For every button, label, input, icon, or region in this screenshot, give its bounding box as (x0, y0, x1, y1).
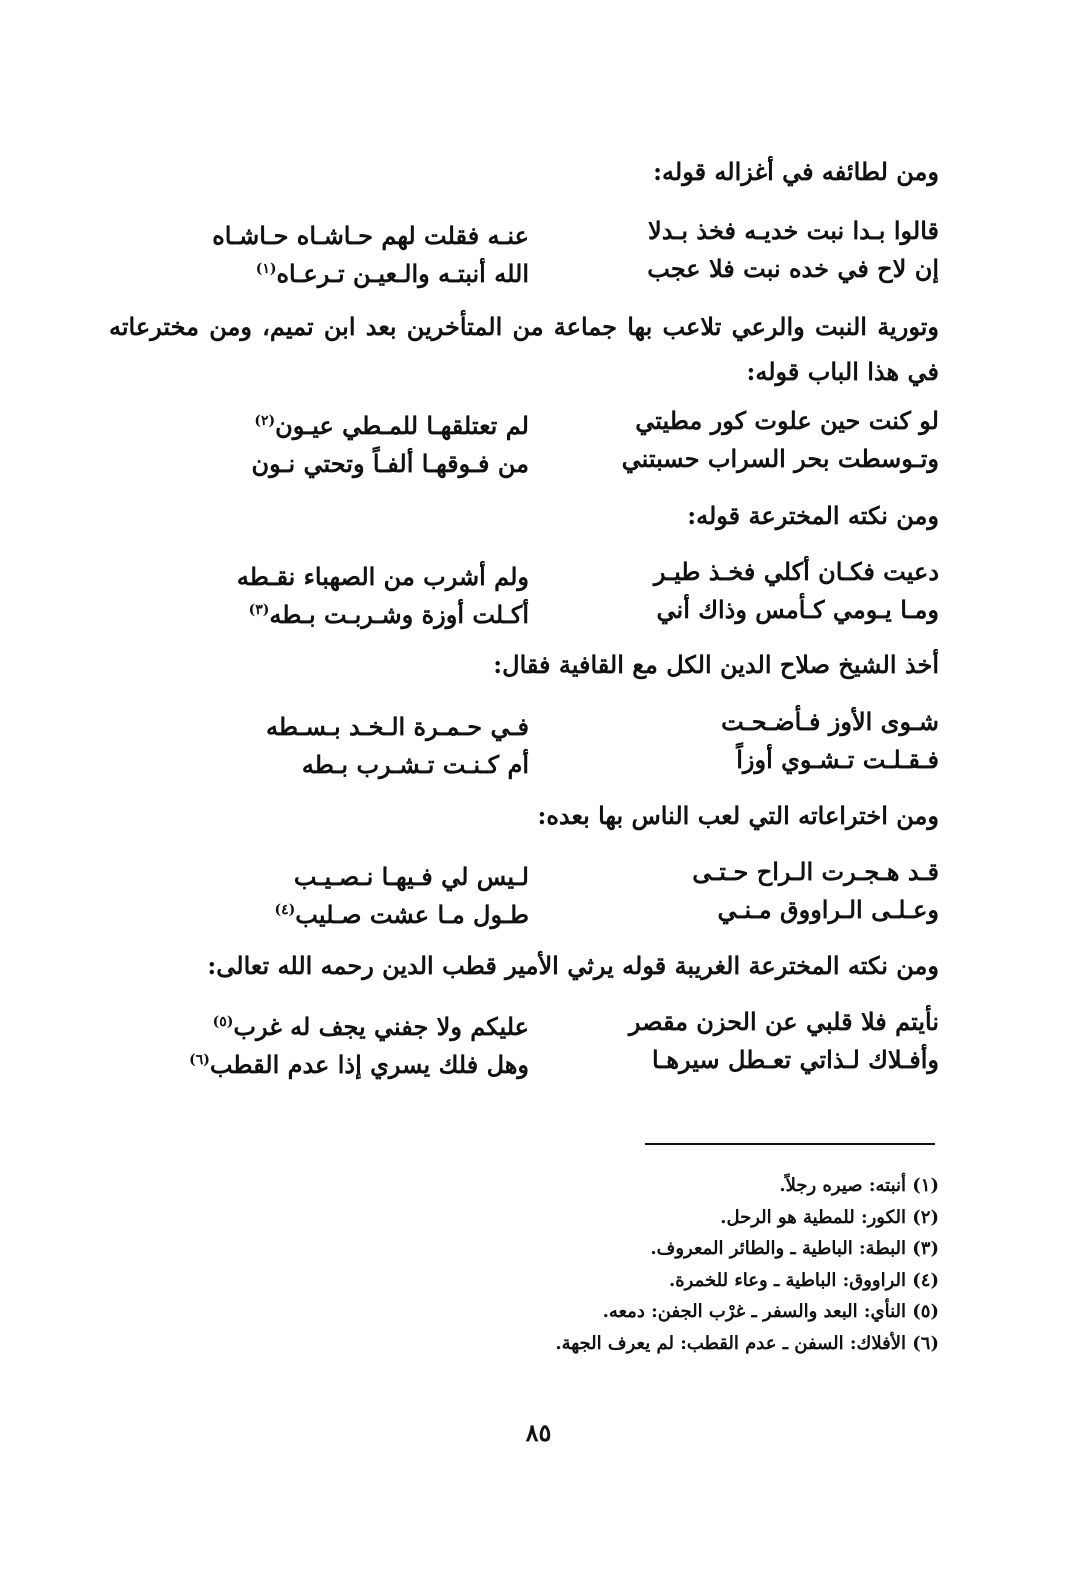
second-hemistich: لم تعتلقهـا للمـطي عيـون$^{(٢)}$ (254, 411, 529, 440)
footnote-1: (١) أنبته: صيره رجلاً. (779, 1175, 939, 1196)
first-hemistich: وتـوسطت بحر السراب حسبتني (621, 444, 939, 473)
verse-line (169, 440, 939, 478)
second-hemistich: الله أنبتـه والـعيـن تـرعـاه$^{(١)}$ (255, 259, 529, 288)
footnote-2: (٢) الكور: للمطية هو الرحل. (720, 1206, 939, 1228)
verse-line (169, 853, 939, 891)
verse-line (169, 591, 939, 629)
page-number: ٨٥ (525, 1418, 552, 1447)
first-hemistich: لو كنت حين علوت كور مطيتي (635, 406, 939, 435)
verse-line (169, 703, 939, 741)
poem-1 (169, 212, 939, 288)
footnote-marker: (٥) (212, 1014, 234, 1030)
second-hemistich: فـي حـمـرة الـخـد بـسـطه (265, 712, 529, 741)
footnote-separator (645, 1143, 935, 1145)
first-hemistich: نأيتم فلا قلبي عن الحزن مقصر (628, 1007, 939, 1036)
poem-3 (169, 553, 939, 629)
intro-paragraph-2: وتورية النبت والرعي تلاعب بها جماعة من المتأخرين بعد ابن تميم، ومن مخترعاته في هذا الباب قوله: (109, 312, 939, 386)
poem-2 (169, 402, 939, 478)
second-hemistich: وهل فلك يسري إذا عدم القطب$^{(٦)}$ (189, 1050, 529, 1079)
intro-paragraph-5: ومن اختراعاته التي لعب الناس بها بعده: (537, 801, 939, 830)
poem-6 (169, 1003, 939, 1079)
second-hemistich: عنـه فقلت لهم حـاشـاه حـاشـاه (212, 221, 529, 250)
footnote-marker: (٦) (189, 1052, 210, 1068)
footnote-5: (٥) النأي: البعد والسفر ـ غرْب الجفن: دمعه. (602, 1301, 939, 1322)
footnotes (555, 1170, 939, 1359)
second-hemistich: عليكم ولا جفني يجف له غرب$^{(٥)}$ (212, 1012, 529, 1041)
verse-line (169, 1041, 939, 1079)
verse-line (169, 250, 939, 288)
intro-paragraph-1: ومن لطائفه في أغزاله قوله: (653, 157, 939, 186)
verse-line (169, 741, 939, 779)
footnote-6: (٦) الأفلاك: السفن ـ عدم القطب: لم يعرف الجهة. (555, 1332, 939, 1354)
first-hemistich: دعيت فكـان أكلي فخـذ طيـر (653, 557, 939, 586)
first-hemistich: وأفـلاك لـذاتي تعـطل سيرهـا (652, 1045, 939, 1074)
verse-line (169, 402, 939, 440)
second-hemistich: من فـوقهـا ألفـاً وتحتي نـون (251, 449, 529, 478)
first-hemistich: وعـلـى الـراووق مـنـي (717, 895, 939, 924)
verse-line (169, 891, 939, 929)
second-hemistich: لـيس لي فـيهـا نـصـيـب (293, 862, 529, 891)
first-hemistich: إن لاح في خده نبت فلا عجب (647, 254, 939, 283)
intro-paragraph-6: ومن نكته المخترعة الغريبة قوله يرثي الأمير قطب الدين رحمه الله تعالى: (207, 951, 939, 980)
poem-5 (169, 853, 939, 929)
intro-paragraph-3: ومن نكته المخترعة قوله: (687, 501, 939, 530)
first-hemistich: فـقـلـت تـشـوي أوزاً (736, 745, 939, 774)
footnote-marker: (٣) (248, 602, 270, 618)
first-hemistich: شـوى الأوز فـأضـحـت (721, 707, 939, 736)
second-hemistich: طـول مـا عشت صـليب$^{(٤)}$ (274, 900, 529, 929)
intro-paragraph-4: أخذ الشيخ صلاح الدين الكل مع القافية فقال: (493, 650, 939, 679)
footnote-4: (٤) الراووق: الباطية ـ وعاء للخمرة. (668, 1269, 939, 1291)
footnote-marker: (٤) (274, 902, 296, 918)
first-hemistich: ومـا يـومي كـأمس وذاك أني (656, 595, 939, 624)
verse-line (169, 553, 939, 591)
first-hemistich: قـد هـجـرت الـراح حـتـى (692, 857, 939, 886)
footnote-3: (٣) البطة: الباطية ـ والطائر المعروف. (650, 1238, 939, 1259)
verse-line (169, 1003, 939, 1041)
second-hemistich: أم كـنـت تـشـرب بـطه (301, 750, 529, 779)
first-hemistich: قالوا بـدا نبت خديـه فخذ بـدلا (648, 216, 939, 245)
verse-line (169, 212, 939, 250)
second-hemistich: أكـلت أوزة وشـربـت بـطه$^{(٣)}$ (248, 600, 529, 629)
second-hemistich: ولم أشرب من الصهباء نقـطه (236, 562, 529, 591)
poem-4 (169, 703, 939, 779)
footnote-marker: (٢) (254, 413, 276, 429)
footnote-marker: (١) (255, 261, 277, 277)
